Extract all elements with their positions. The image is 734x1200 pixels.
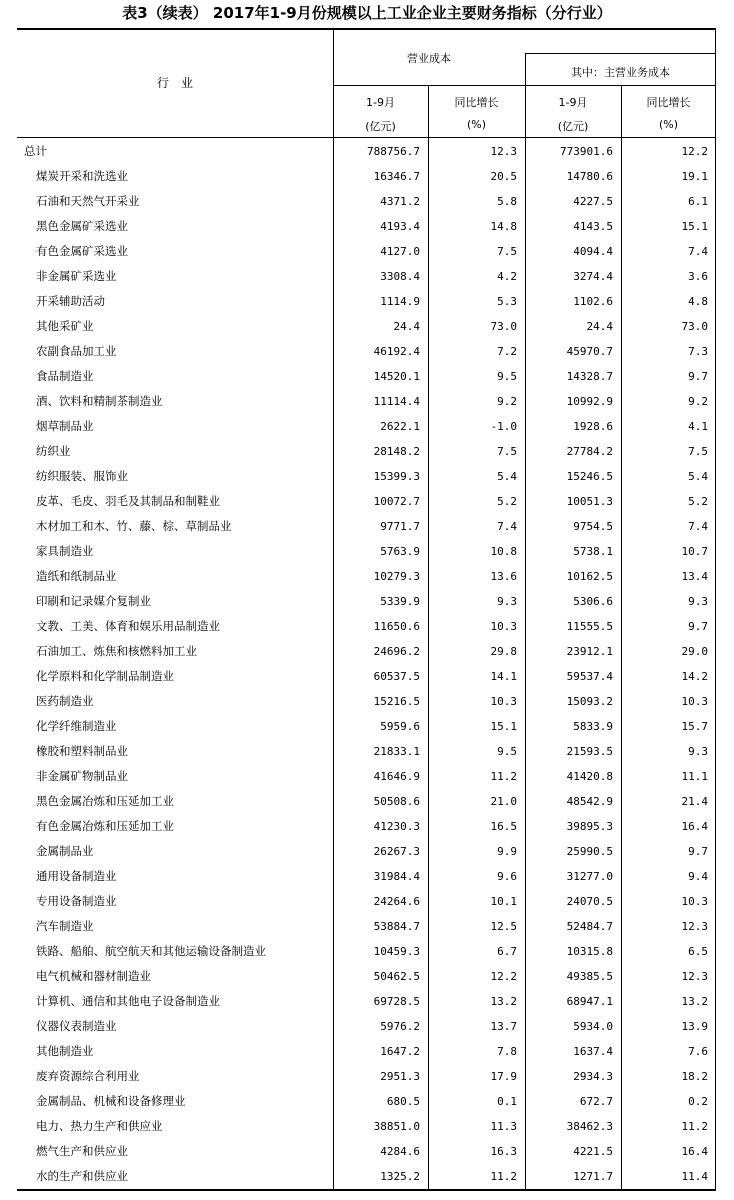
main-cost-growth: 5.2 (688, 495, 708, 508)
revenue-cost-growth: 4.2 (497, 270, 517, 283)
table-row (17, 564, 716, 589)
main-cost-value: 1271.7 (573, 1170, 613, 1183)
revenue-cost-value: 14520.1 (373, 370, 420, 383)
revenue-cost-value: 10279.3 (373, 570, 420, 583)
main-cost-growth: 12.2 (681, 145, 708, 158)
industry-name: 开采辅助活动 (36, 294, 105, 308)
table-row (17, 814, 716, 839)
industry-name: 造纸和纸制品业 (36, 569, 117, 583)
table-row (17, 1114, 716, 1139)
revenue-cost-growth: 11.3 (490, 1120, 517, 1133)
revenue-cost-value: 10072.7 (373, 495, 420, 508)
main-cost-value: 15093.2 (566, 695, 613, 708)
main-cost-growth: 4.8 (688, 295, 708, 308)
industry-name: 非金属矿物制品业 (36, 769, 128, 783)
industry-name: 总计 (24, 144, 47, 158)
revenue-cost-growth: 9.5 (497, 370, 517, 383)
revenue-cost-value: 4127.0 (380, 245, 420, 258)
revenue-cost-growth: 10.3 (490, 695, 517, 708)
table-row (17, 339, 716, 364)
industry-name: 石油和天然气开采业 (36, 194, 140, 208)
industry-name: 仪器仪表制造业 (36, 1019, 117, 1033)
main-cost-growth: 7.5 (688, 445, 708, 458)
table-row (17, 739, 716, 764)
table-row (17, 664, 716, 689)
table-row (17, 389, 716, 414)
header-c3-unit: (亿元) (557, 120, 589, 133)
main-cost-growth: 19.1 (681, 170, 708, 183)
main-cost-growth: 9.4 (688, 870, 708, 883)
revenue-cost-growth: 10.1 (490, 895, 517, 908)
revenue-cost-value: 69728.5 (373, 995, 420, 1008)
revenue-cost-value: 41646.9 (373, 770, 420, 783)
industry-name: 金属制品业 (36, 844, 94, 858)
revenue-cost-value: 788756.7 (367, 145, 420, 158)
main-cost-value: 4227.5 (573, 195, 613, 208)
industry-name: 其他采矿业 (36, 319, 94, 333)
main-cost-value: 39895.3 (566, 820, 613, 833)
main-cost-value: 5833.9 (573, 720, 613, 733)
main-cost-growth: 7.4 (688, 245, 708, 258)
table-row (17, 239, 716, 264)
main-cost-value: 10051.3 (566, 495, 613, 508)
industry-name: 电力、热力生产和供应业 (36, 1119, 163, 1133)
revenue-cost-value: 1325.2 (380, 1170, 420, 1183)
table-row (17, 614, 716, 639)
industry-name: 烟草制品业 (36, 419, 94, 433)
table-row (17, 639, 716, 664)
main-cost-growth: 15.1 (681, 220, 708, 233)
revenue-cost-growth: 7.5 (497, 445, 517, 458)
revenue-cost-value: 5976.2 (380, 1020, 420, 1033)
revenue-cost-growth: 20.5 (490, 170, 517, 183)
industry-name: 农副食品加工业 (36, 344, 117, 358)
industry-name: 木材加工和木、竹、藤、棕、草制品业 (36, 519, 232, 533)
revenue-cost-growth: 21.0 (490, 795, 517, 808)
main-cost-value: 773901.6 (560, 145, 613, 158)
main-cost-value: 2934.3 (573, 1070, 613, 1083)
table-row (17, 164, 716, 189)
main-cost-value: 52484.7 (566, 920, 613, 933)
main-cost-value: 21593.5 (566, 745, 613, 758)
revenue-cost-value: 2622.1 (380, 420, 420, 433)
main-cost-value: 1637.4 (573, 1045, 613, 1058)
main-cost-value: 1102.6 (573, 295, 613, 308)
industry-name: 计算机、通信和其他电子设备制造业 (36, 994, 220, 1008)
main-cost-value: 23912.1 (566, 645, 613, 658)
header-revenue-cost: 营业成本 (407, 52, 451, 65)
main-cost-growth: 13.2 (681, 995, 708, 1008)
main-cost-growth: 6.5 (688, 945, 708, 958)
table-row (17, 489, 716, 514)
revenue-cost-growth: 5.3 (497, 295, 517, 308)
main-cost-growth: 18.2 (681, 1070, 708, 1083)
revenue-cost-value: 3308.4 (380, 270, 420, 283)
main-cost-growth: 9.2 (688, 395, 708, 408)
revenue-cost-growth: 7.5 (497, 245, 517, 258)
industry-name: 煤炭开采和洗选业 (36, 169, 128, 183)
rule-top (17, 28, 716, 30)
main-cost-value: 10315.8 (566, 945, 613, 958)
industry-name: 通用设备制造业 (36, 869, 117, 883)
main-cost-value: 10992.9 (566, 395, 613, 408)
main-cost-value: 68947.1 (566, 995, 613, 1008)
revenue-cost-value: 11114.4 (373, 395, 420, 408)
revenue-cost-growth: 10.3 (490, 620, 517, 633)
industry-name: 纺织服装、服饰业 (36, 469, 128, 483)
table-row (17, 214, 716, 239)
rule-main-cost-top (525, 53, 716, 54)
header-industry: 行 业 (156, 76, 193, 90)
main-cost-growth: 11.1 (681, 770, 708, 783)
main-cost-growth: 6.1 (688, 195, 708, 208)
main-cost-value: 27784.2 (566, 445, 613, 458)
revenue-cost-value: 53884.7 (373, 920, 420, 933)
table-row (17, 714, 716, 739)
main-cost-growth: 4.1 (688, 420, 708, 433)
industry-name: 家具制造业 (36, 544, 94, 558)
main-cost-value: 14328.7 (566, 370, 613, 383)
revenue-cost-growth: 14.1 (490, 670, 517, 683)
main-cost-value: 14780.6 (566, 170, 613, 183)
main-cost-value: 1928.6 (573, 420, 613, 433)
main-cost-growth: 9.7 (688, 370, 708, 383)
revenue-cost-value: 50508.6 (373, 795, 420, 808)
revenue-cost-value: 46192.4 (373, 345, 420, 358)
table-row (17, 414, 716, 439)
table-title: 表3（续表） 2017年1-9月份规模以上工业企业主要财务指标（分行业） (122, 4, 612, 22)
table-row (17, 1139, 716, 1164)
revenue-cost-value: 5763.9 (380, 545, 420, 558)
main-cost-growth: 73.0 (681, 320, 708, 333)
main-cost-growth: 9.7 (688, 620, 708, 633)
main-cost-growth: 3.6 (688, 270, 708, 283)
revenue-cost-value: 5339.9 (380, 595, 420, 608)
industry-name: 橡胶和塑料制品业 (36, 744, 128, 758)
main-cost-growth: 13.4 (681, 570, 708, 583)
main-cost-value: 3274.4 (573, 270, 613, 283)
main-cost-value: 672.7 (579, 1095, 613, 1108)
main-cost-value: 4094.4 (573, 245, 613, 258)
revenue-cost-value: 24.4 (393, 320, 420, 333)
main-cost-growth: 10.3 (681, 895, 708, 908)
revenue-cost-value: 60537.5 (373, 670, 420, 683)
main-cost-growth: 10.7 (681, 545, 708, 558)
main-cost-value: 5306.6 (573, 595, 613, 608)
main-cost-growth: 16.4 (681, 1145, 708, 1158)
main-cost-value: 45970.7 (566, 345, 613, 358)
revenue-cost-value: 15399.3 (373, 470, 420, 483)
rule-subheader-top (333, 85, 716, 86)
main-cost-value: 15246.5 (566, 470, 613, 483)
revenue-cost-value: 16346.7 (373, 170, 420, 183)
revenue-cost-growth: 7.8 (497, 1045, 517, 1058)
table-row (17, 764, 716, 789)
revenue-cost-value: 50462.5 (373, 970, 420, 983)
industry-name: 文教、工美、体育和娱乐用品制造业 (36, 619, 220, 633)
revenue-cost-value: 26267.3 (373, 845, 420, 858)
main-cost-growth: 7.4 (688, 520, 708, 533)
industry-name: 铁路、船舶、航空航天和其他运输设备制造业 (36, 944, 266, 958)
industry-name: 电气机械和器材制造业 (36, 969, 151, 983)
revenue-cost-growth: 29.8 (490, 645, 517, 658)
main-cost-value: 24.4 (586, 320, 613, 333)
revenue-cost-growth: 13.6 (490, 570, 517, 583)
main-cost-value: 49385.5 (566, 970, 613, 983)
revenue-cost-value: 4193.4 (380, 220, 420, 233)
header-c4-unit: (%) (658, 118, 679, 131)
revenue-cost-growth: 73.0 (490, 320, 517, 333)
revenue-cost-growth: 11.2 (490, 1170, 517, 1183)
main-cost-growth: 12.3 (681, 920, 708, 933)
main-cost-growth: 9.3 (688, 745, 708, 758)
revenue-cost-value: 1114.9 (380, 295, 420, 308)
table-row (17, 314, 716, 339)
industry-name: 汽车制造业 (36, 919, 94, 933)
main-cost-growth: 9.3 (688, 595, 708, 608)
main-cost-value: 24070.5 (566, 895, 613, 908)
revenue-cost-value: 2951.3 (380, 1070, 420, 1083)
table-row (17, 189, 716, 214)
table-row (17, 1014, 716, 1039)
main-cost-growth: 5.4 (688, 470, 708, 483)
revenue-cost-value: 24696.2 (373, 645, 420, 658)
industry-name: 化学纤维制造业 (36, 719, 117, 733)
industry-name: 有色金属冶炼和压延加工业 (36, 819, 174, 833)
table-row (17, 539, 716, 564)
header-main-cost: 其中：主营业务成本 (571, 66, 670, 79)
table-row (17, 589, 716, 614)
main-cost-growth: 13.9 (681, 1020, 708, 1033)
revenue-cost-growth: 16.3 (490, 1145, 517, 1158)
revenue-cost-growth: 7.2 (497, 345, 517, 358)
industry-name: 皮革、毛皮、羽毛及其制品和制鞋业 (36, 494, 220, 508)
revenue-cost-value: 31984.4 (373, 870, 420, 883)
main-cost-value: 59537.4 (566, 670, 613, 683)
main-cost-growth: 29.0 (681, 645, 708, 658)
industry-name: 燃气生产和供应业 (36, 1144, 128, 1158)
revenue-cost-value: 1647.2 (380, 1045, 420, 1058)
table-row (17, 1064, 716, 1089)
header-c2-growth: 同比增长 (454, 96, 499, 109)
revenue-cost-value: 15216.5 (373, 695, 420, 708)
revenue-cost-value: 21833.1 (373, 745, 420, 758)
table-row (17, 689, 716, 714)
industry-name: 水的生产和供应业 (36, 1169, 128, 1183)
industry-name: 金属制品、机械和设备修理业 (36, 1094, 186, 1108)
revenue-cost-value: 38851.0 (373, 1120, 420, 1133)
table-row (17, 864, 716, 889)
main-cost-growth: 0.2 (688, 1095, 708, 1108)
revenue-cost-value: 10459.3 (373, 945, 420, 958)
revenue-cost-value: 4371.2 (380, 195, 420, 208)
industry-name: 废弃资源综合利用业 (36, 1069, 140, 1083)
revenue-cost-growth: 16.5 (490, 820, 517, 833)
main-cost-growth: 16.4 (681, 820, 708, 833)
revenue-cost-growth: 12.5 (490, 920, 517, 933)
table-row (17, 464, 716, 489)
table-row (17, 139, 716, 164)
main-cost-growth: 21.4 (681, 795, 708, 808)
main-cost-growth: 11.4 (681, 1170, 708, 1183)
revenue-cost-growth: 9.3 (497, 595, 517, 608)
table-row (17, 364, 716, 389)
revenue-cost-value: 9771.7 (380, 520, 420, 533)
industry-name: 黑色金属冶炼和压延加工业 (36, 794, 174, 808)
industry-name: 石油加工、炼焦和核燃料加工业 (36, 644, 197, 658)
table-row (17, 964, 716, 989)
revenue-cost-growth: -1.0 (490, 420, 517, 433)
revenue-cost-growth: 13.2 (490, 995, 517, 1008)
table-row (17, 1089, 716, 1114)
header-c4-growth: 同比增长 (646, 96, 691, 109)
table-row (17, 1039, 716, 1064)
revenue-cost-value: 11650.6 (373, 620, 420, 633)
revenue-cost-growth: 9.5 (497, 745, 517, 758)
main-cost-value: 10162.5 (566, 570, 613, 583)
main-cost-growth: 7.3 (688, 345, 708, 358)
rule-header-bottom (17, 137, 716, 138)
revenue-cost-growth: 10.8 (490, 545, 517, 558)
table-row (17, 1164, 716, 1189)
revenue-cost-value: 28148.2 (373, 445, 420, 458)
table-row (17, 439, 716, 464)
main-cost-growth: 14.2 (681, 670, 708, 683)
revenue-cost-growth: 9.2 (497, 395, 517, 408)
revenue-cost-growth: 12.2 (490, 970, 517, 983)
table-row (17, 839, 716, 864)
main-cost-value: 38462.3 (566, 1120, 613, 1133)
industry-name: 黑色金属矿采选业 (36, 219, 128, 233)
table-row (17, 264, 716, 289)
main-cost-value: 4221.5 (573, 1145, 613, 1158)
revenue-cost-value: 41230.3 (373, 820, 420, 833)
main-cost-value: 48542.9 (566, 795, 613, 808)
revenue-cost-growth: 13.7 (490, 1020, 517, 1033)
revenue-cost-growth: 14.8 (490, 220, 517, 233)
rule-bottom (17, 1189, 716, 1191)
revenue-cost-value: 5959.6 (380, 720, 420, 733)
revenue-cost-value: 680.5 (386, 1095, 420, 1108)
header-c3-period: 1-9月 (558, 96, 588, 109)
revenue-cost-growth: 5.4 (497, 470, 517, 483)
industry-name: 酒、饮料和精制茶制造业 (36, 394, 163, 408)
table-row (17, 789, 716, 814)
revenue-cost-growth: 9.9 (497, 845, 517, 858)
main-cost-growth: 9.7 (688, 845, 708, 858)
table-row (17, 914, 716, 939)
header-c1-unit: (亿元) (365, 120, 396, 133)
industry-name: 印刷和记录媒介复制业 (36, 594, 151, 608)
industry-name: 医药制造业 (36, 694, 94, 708)
main-cost-value: 4143.5 (573, 220, 613, 233)
main-cost-value: 31277.0 (566, 870, 613, 883)
revenue-cost-growth: 12.3 (490, 145, 517, 158)
main-cost-value: 41420.8 (566, 770, 613, 783)
table-row (17, 889, 716, 914)
industry-name: 非金属矿采选业 (36, 269, 117, 283)
industry-name: 纺织业 (36, 444, 71, 458)
header-c2-unit: (%) (466, 118, 487, 131)
revenue-cost-growth: 11.2 (490, 770, 517, 783)
industry-name: 其他制造业 (36, 1044, 94, 1058)
financial-table (17, 28, 716, 1191)
main-cost-growth: 7.6 (688, 1045, 708, 1058)
revenue-cost-growth: 0.1 (497, 1095, 517, 1108)
main-cost-growth: 10.3 (681, 695, 708, 708)
revenue-cost-growth: 9.6 (497, 870, 517, 883)
revenue-cost-growth: 5.8 (497, 195, 517, 208)
table-row (17, 939, 716, 964)
main-cost-growth: 12.3 (681, 970, 708, 983)
revenue-cost-value: 4284.6 (380, 1145, 420, 1158)
revenue-cost-growth: 7.4 (497, 520, 517, 533)
industry-name: 专用设备制造业 (36, 894, 117, 908)
industry-name: 有色金属矿采选业 (36, 244, 128, 258)
revenue-cost-growth: 17.9 (490, 1070, 517, 1083)
main-cost-value: 5738.1 (573, 545, 613, 558)
main-cost-growth: 11.2 (681, 1120, 708, 1133)
table-row (17, 289, 716, 314)
industry-name: 食品制造业 (36, 369, 94, 383)
revenue-cost-value: 24264.6 (373, 895, 420, 908)
header-c1-period: 1-9月 (366, 96, 395, 109)
revenue-cost-growth: 5.2 (497, 495, 517, 508)
main-cost-growth: 15.7 (681, 720, 708, 733)
table-row (17, 989, 716, 1014)
main-cost-value: 5934.0 (573, 1020, 613, 1033)
main-cost-value: 25990.5 (566, 845, 613, 858)
table-row (17, 514, 716, 539)
industry-name: 化学原料和化学制品制造业 (36, 669, 174, 683)
revenue-cost-growth: 6.7 (497, 945, 517, 958)
main-cost-value: 11555.5 (566, 620, 613, 633)
main-cost-value: 9754.5 (573, 520, 613, 533)
revenue-cost-growth: 15.1 (490, 720, 517, 733)
